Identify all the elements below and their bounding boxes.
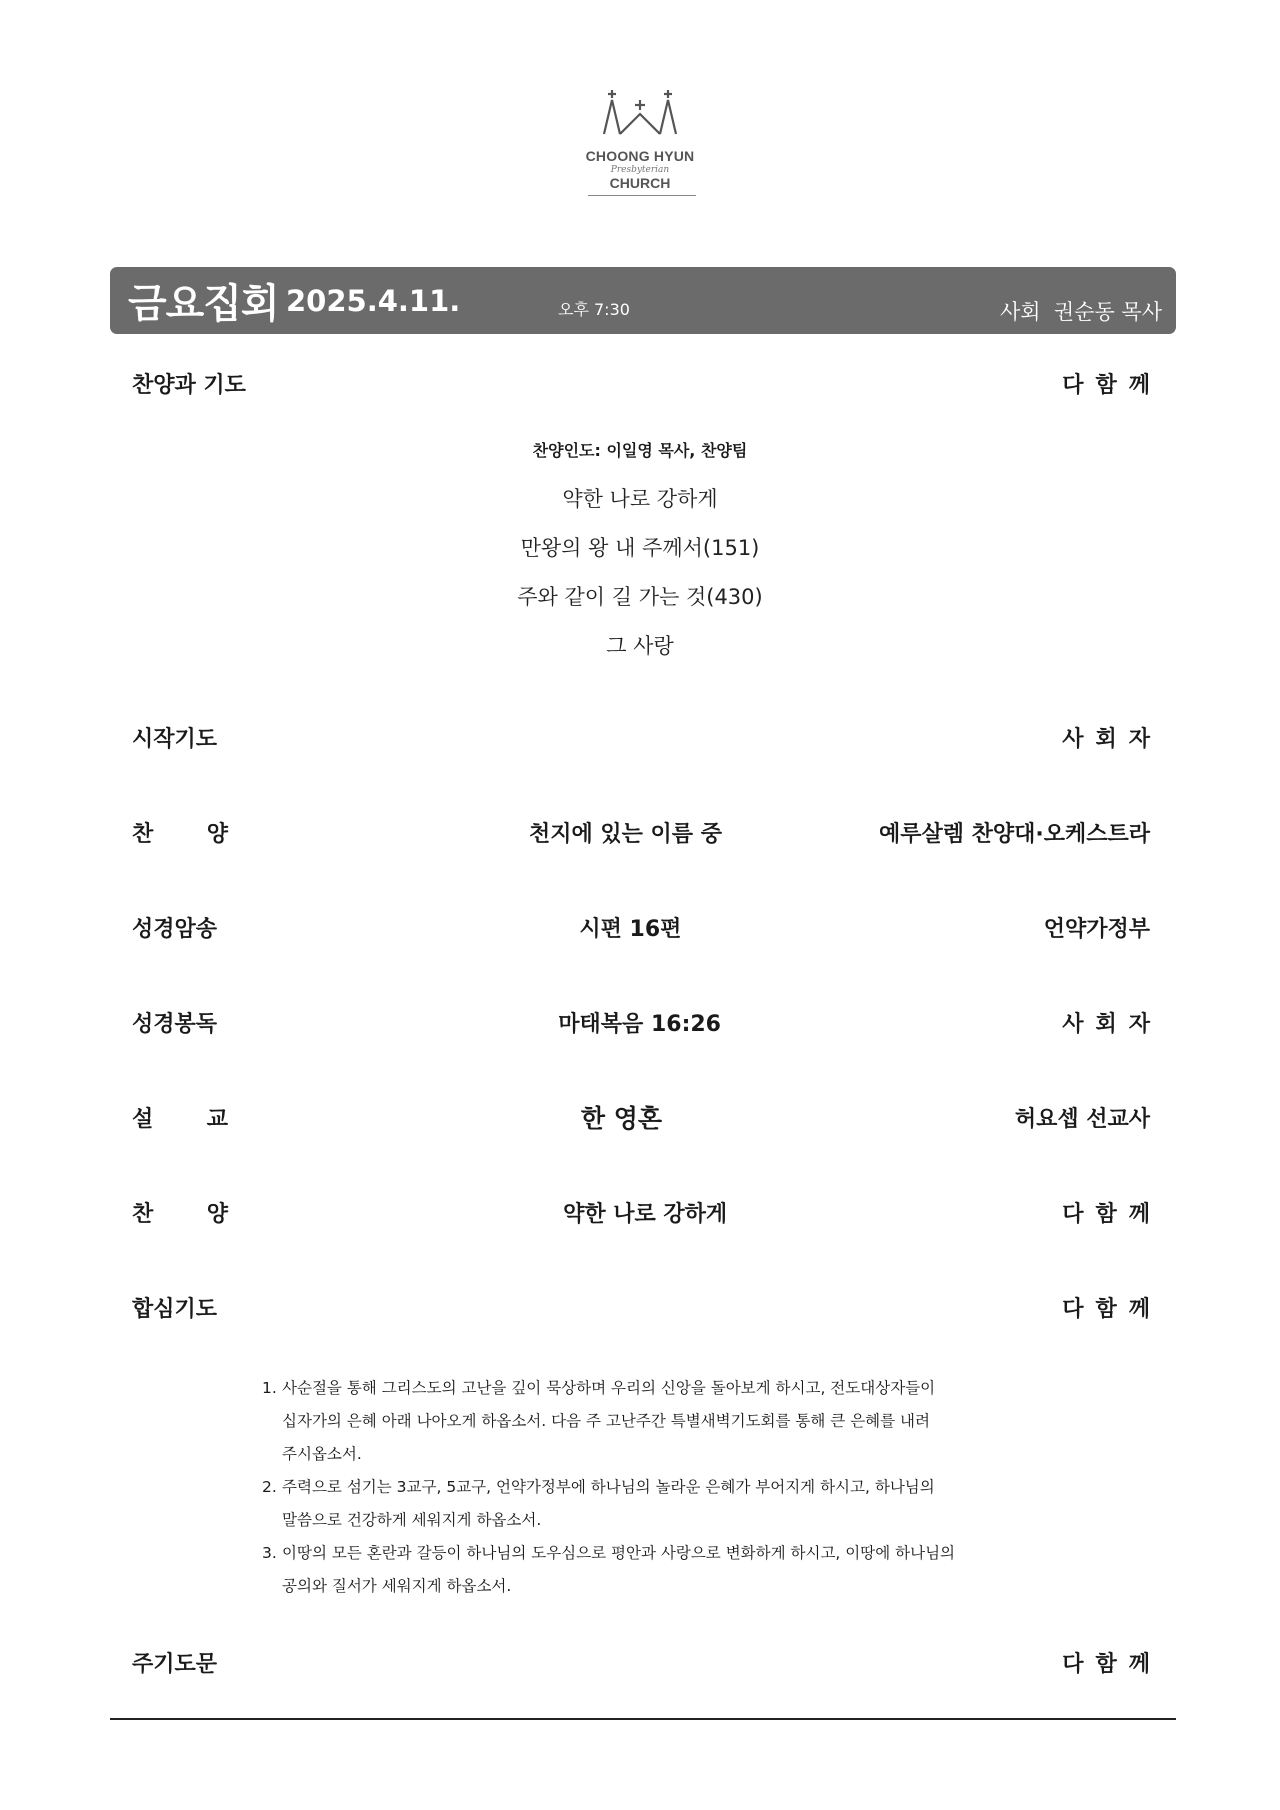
church-logo (580, 88, 700, 198)
prayer-item-line: 이땅의 모든 혼란과 갈등이 하나님의 도우심으로 평안과 사랑으로 변화하게 하시고, 이땅에 하나님의 (282, 1544, 956, 1562)
dot-leader (727, 1005, 1056, 1039)
row-right: 다함께 (1062, 1296, 1162, 1322)
dot-leader (223, 1005, 552, 1039)
row-middle: 마태복음 16:26 (558, 1011, 721, 1037)
program-row-praise-prayer (132, 366, 1162, 400)
prayer-item-number: 1. (262, 1379, 277, 1397)
prayer-item-number: 2. (262, 1478, 277, 1496)
service-date: 2025.4.11. (286, 284, 461, 318)
row-label-char: 찬 (132, 821, 154, 847)
dot-leader (687, 910, 1037, 944)
dot-leader (668, 1100, 1009, 1134)
dot-leader (223, 1290, 1056, 1324)
row-middle: 천지에 있는 이름 중 (528, 821, 722, 847)
row-label: 성경암송 (132, 916, 218, 942)
logo-text-church: CHURCH (609, 175, 671, 191)
prayer-item-line: 십자가의 은혜 아래 나아오게 하옵소서. 다음 주 고난주간 특별새벽기도회를 통해 큰 은혜를 내려 (282, 1412, 931, 1430)
row-middle: 한 영혼 (580, 1104, 662, 1133)
praise-leader: 찬양인도: 이일영 목사, 찬양팀 (532, 441, 748, 460)
prayer-item-line: 공의와 질서가 세워지게 하옵소서. (282, 1577, 512, 1595)
prayer-item-line: 주시옵소서. (282, 1445, 362, 1463)
row-right: 다함께 (1062, 372, 1162, 398)
row-label: 합심기도 (132, 1296, 218, 1322)
prayer-item (262, 1372, 1022, 1471)
program-row-reading (132, 1005, 1163, 1039)
row-right: 허요셉 선교사 (1014, 1106, 1151, 1132)
program-row-hymn (132, 1195, 1163, 1229)
dot-leader (728, 815, 873, 849)
row-right: 예루살렘 찬양대·오케스트라 (878, 821, 1150, 847)
row-label: 주기도문 (132, 1651, 218, 1677)
program-row-lords-prayer (132, 1645, 1162, 1679)
row-label-char: 양 (206, 1201, 228, 1227)
prayer-item-line: 말씀으로 건강하게 세워지게 하옵소서. (282, 1511, 542, 1529)
dot-leader (223, 910, 573, 944)
row-middle: 약한 나로 강하게 (563, 1201, 728, 1227)
row-label: 성경봉독 (132, 1011, 218, 1037)
prayer-items-list (262, 1372, 1022, 1603)
row-label: 찬양과 기도 (132, 372, 246, 398)
dot-leader (223, 720, 1056, 754)
service-header-bar (110, 267, 1176, 334)
dot-leader (223, 1645, 1056, 1679)
logo-text-presbyterian: Presbyterian (610, 165, 670, 175)
song-item: 약한 나로 강하게 (562, 487, 718, 511)
row-label (132, 1102, 228, 1133)
service-time: 오후 7:30 (558, 300, 630, 319)
program-row-sermon (132, 1100, 1150, 1134)
row-label (132, 817, 228, 848)
prayer-item (262, 1471, 1022, 1537)
row-right: 사회자 (1062, 1011, 1163, 1037)
dot-leader (234, 1100, 575, 1134)
row-label: 시작기도 (132, 726, 218, 752)
row-label-char: 설 (132, 1106, 154, 1132)
prayer-item (262, 1537, 1022, 1603)
row-label-char: 교 (206, 1106, 228, 1132)
prayer-item-line: 사순절을 통해 그리스도의 고난을 깊이 묵상하며 우리의 신앙을 돌아보게 하시고, 전도대상자들이 (282, 1379, 936, 1397)
row-middle: 시편 16편 (579, 916, 682, 942)
logo-text-choong-hyun: CHOONG HYUN (585, 148, 695, 164)
service-presider: 사회 권순동 목사 (999, 300, 1162, 324)
program-row-anthem (132, 815, 1150, 849)
song-item: 그 사랑 (606, 634, 674, 658)
prayer-item-number: 3. (262, 1544, 277, 1562)
song-item: 만왕의 왕 내 주께서(151) (520, 536, 760, 560)
dot-leader (252, 366, 1056, 400)
row-right: 사회자 (1062, 726, 1162, 752)
dot-leader (234, 815, 523, 849)
bottom-divider (110, 1718, 1176, 1720)
row-label (132, 1197, 228, 1228)
prayer-item-line: 주력으로 섬기는 3교구, 5교구, 언약가정부에 하나님의 놀라운 은혜가 부어지게 하시고, 하나님의 (282, 1478, 935, 1496)
row-right: 언약가정부 (1043, 916, 1150, 942)
row-label-char: 양 (206, 821, 228, 847)
row-right: 다함께 (1062, 1201, 1163, 1227)
row-label-char: 찬 (132, 1201, 154, 1227)
church-steeple-icon (602, 88, 678, 138)
program-row-recitation (132, 910, 1150, 944)
row-right: 다함께 (1062, 1651, 1162, 1677)
program-row-opening-prayer (132, 720, 1162, 754)
dot-leader (733, 1195, 1056, 1229)
song-item: 주와 같이 길 가는 것(430) (517, 585, 763, 609)
program-row-unison-prayer (132, 1290, 1162, 1324)
logo-underline (588, 195, 696, 196)
dot-leader (234, 1195, 557, 1229)
service-title: 금요집회 (128, 281, 279, 327)
